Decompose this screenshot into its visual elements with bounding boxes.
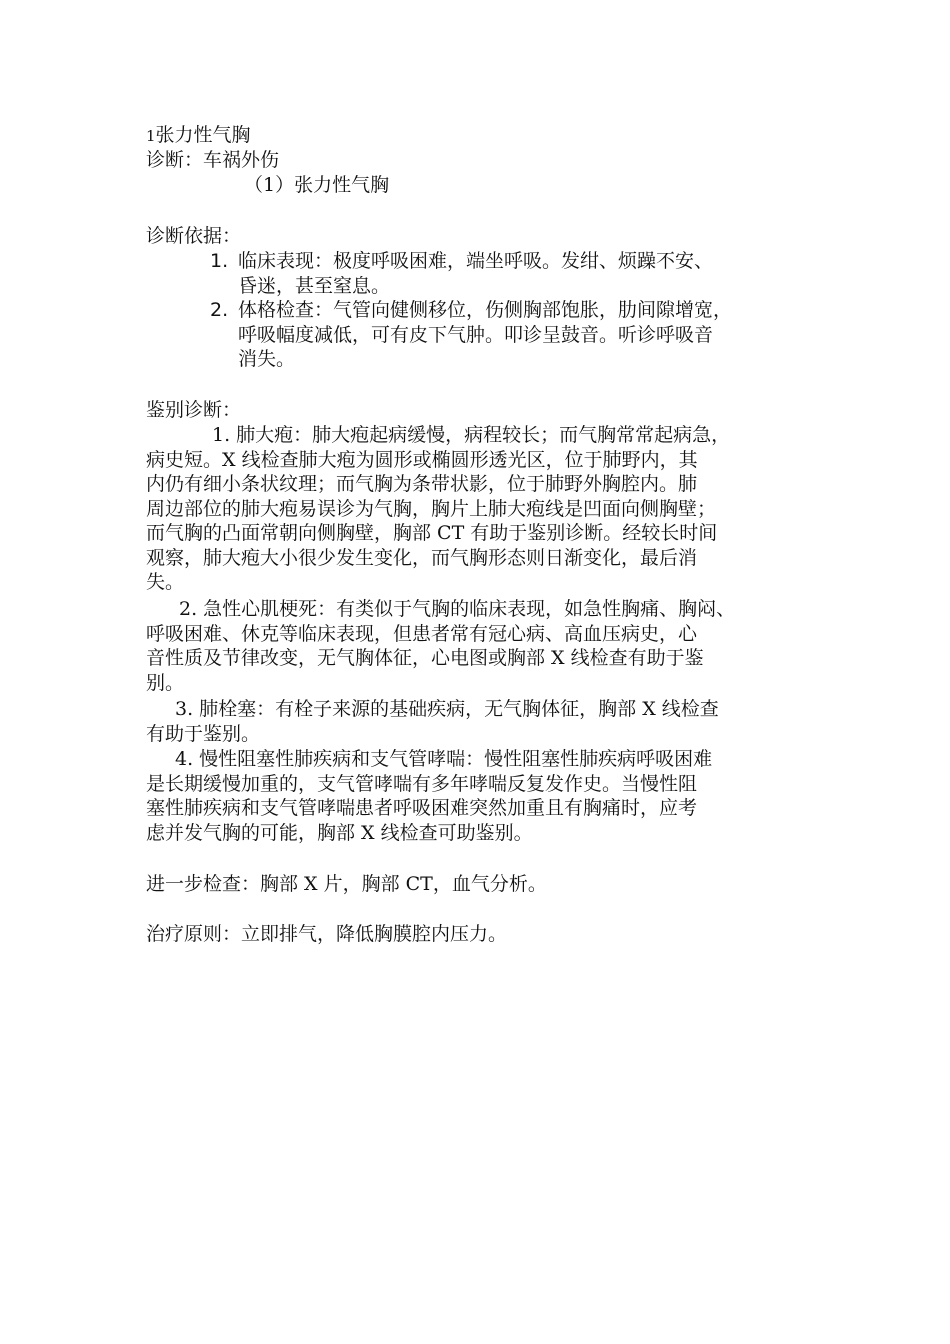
- further-exam: [146, 872, 806, 897]
- basis-item-line: 昏迷，甚至窒息。: [238, 274, 391, 297]
- treatment: [146, 922, 806, 947]
- basis-item-number: 2.: [210, 299, 229, 321]
- diagnosis-sub-item-text: （1）张力性气胸: [244, 174, 390, 196]
- differential-line: 是长期缓慢加重的，支气管哮喘有多年哮喘反复发作史。当慢性阻: [146, 772, 698, 795]
- differential-line: 而气胸的凸面常朝向侧胸壁，胸部 CT 有助于鉴别诊断。经较长时间: [146, 522, 718, 544]
- differential-heading: [146, 398, 806, 423]
- differential-line: 1. 肺大疱：肺大疱起病缓慢，病程较长；而气胸常常起病急，: [212, 424, 731, 446]
- differential-line: 虑并发气胸的可能，胸部 X 线检查可助鉴别。: [146, 821, 533, 844]
- basis-list: [146, 249, 806, 372]
- basis-item-line: 体格检查：气管向健侧移位，伤侧胸部饱胀，肋间隙增宽，: [238, 299, 733, 321]
- differential-line: 有助于鉴别。: [146, 722, 261, 745]
- differential-item-4: [146, 747, 806, 845]
- differential-item-3: [146, 697, 806, 746]
- further-exam-text: 进一步检查：胸部 X 片，胸部 CT，血气分析。: [146, 873, 547, 895]
- basis-heading: [146, 224, 806, 249]
- differential-line: 塞性肺疾病和支气管哮喘患者呼吸困难突然加重且有胸痛时，应考: [146, 797, 698, 819]
- differential-line: 周边部位的肺大疱易误诊为气胸，胸片上肺大疱线是凹面向侧胸壁；: [146, 497, 717, 520]
- diagnosis-label: 诊断：: [146, 149, 204, 171]
- title-number: 1: [146, 127, 156, 145]
- basis-item-line: 消失。: [238, 348, 296, 370]
- diagnosis-value: 车祸外伤: [203, 149, 280, 171]
- differential-line: 病史短。X 线检查肺大疱为圆形或椭圆形透光区，位于肺野内，其: [146, 448, 698, 471]
- differential-line: 呼吸困难、休克等临床表现，但患者常有冠心病、高血压病史，心: [146, 622, 698, 645]
- differential-line: 3. 肺栓塞：有栓子来源的基础疾病，无气胸体征，胸部 X 线检查: [175, 698, 719, 720]
- differential-line: 4. 慢性阻塞性肺疾病和支气管哮喘：慢性阻塞性肺疾病呼吸困难: [175, 748, 713, 770]
- differential-line: 音性质及节律改变，无气胸体征，心电图或胸部 X 线检查有助于鉴: [146, 647, 704, 669]
- diagnosis-line: [146, 148, 806, 173]
- differential-line: 观察，肺大疱大小很少发生变化，而气胸形态则日渐变化，最后消: [146, 546, 698, 569]
- basis-item-line: 临床表现：极度呼吸困难，端坐呼吸。发绀、烦躁不安、: [238, 250, 714, 272]
- title-text: 张力性气胸: [155, 124, 251, 146]
- document-title: [146, 123, 806, 149]
- differential-line: 内仍有细小条状纹理；而气胸为条带状影，位于肺野外胸腔内。肺: [146, 473, 698, 495]
- differential-label: 鉴别诊断：: [146, 399, 242, 421]
- differential-line: 失。: [146, 571, 185, 593]
- differential-line: 2. 急性心肌梗死：有类似于气胸的临床表现，如急性胸痛、胸闷、: [179, 598, 736, 620]
- basis-label: 诊断依据：: [146, 225, 242, 247]
- basis-item-line: 呼吸幅度减低，可有皮下气肿。叩诊呈鼓音。听诊呼吸音: [238, 323, 714, 346]
- differential-item-1: [146, 423, 806, 595]
- differential-item-2: [146, 597, 806, 695]
- differential-line: 别。: [146, 671, 185, 694]
- basis-item: [146, 249, 806, 298]
- treatment-text: 治疗原则：立即排气，降低胸膜腔内压力。: [146, 923, 508, 945]
- diagnosis-sub-item: [244, 173, 904, 198]
- basis-item-number: 1.: [210, 250, 229, 272]
- basis-item: [146, 298, 806, 372]
